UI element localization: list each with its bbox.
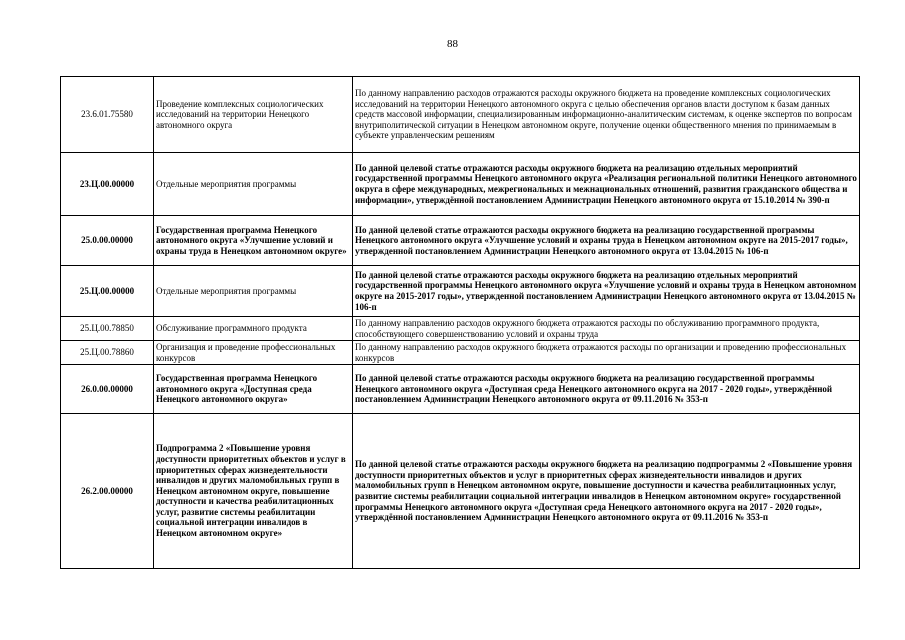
table-row (61, 266, 860, 317)
table-row (61, 414, 860, 569)
target-description: По данной целевой статье отражаются расходы окружного бюджета на реализацию отдельных мероприятий государственной программы Ненецкого автономного округа «Улучшение условий и охраны труда в Ненецком автономном округе на 2015-2017 годы», утвержденной постановлением Администрации Ненецкого автономного округа от 13.04.2015 № 106-п (353, 266, 860, 317)
target-name: Отдельные мероприятия программы (154, 266, 353, 317)
target-code: 26.2.00.00000 (61, 414, 154, 569)
target-code: 25.Ц.00.78860 (61, 341, 154, 365)
target-name: Проведение комплексных социологических исследований на территории Ненецкого автономного округа (154, 77, 353, 153)
target-name: Государственная программа Ненецкого автономного округа «Доступная среда Ненецкого автономного округа» (154, 365, 353, 414)
target-name: Обслуживание программного продукта (154, 317, 353, 341)
target-code: 25.Ц.00.78850 (61, 317, 154, 341)
target-description: По данной целевой статье отражаются расходы окружного бюджета на реализацию отдельных мероприятий государственной программы Ненецкого автономного округа «Реализация региональной политики Ненецкого автономного округа в сфере международных, межрегиональных и межнациональных отношений, развития гражданского общества и информации», утверждённой постановлением Администрации Ненецкого автономного округа от 15.10.2014 № 390-п (353, 153, 860, 216)
target-name: Подпрограмма 2 «Повышение уровня доступности приоритетных объектов и услуг в приоритетных сферах жизнедеятельности инвалидов и других маломобильных групп в Ненецком автономном округе, повышение доступности и качества реабилитационных услуг, развитие системы реабилитации социальной интеграции инвалидов в Ненецком автономном округе» (154, 414, 353, 569)
target-name: Организация и проведение профессиональных конкурсов (154, 341, 353, 365)
table-row (61, 216, 860, 266)
target-description: По данной целевой статье отражаются расходы окружного бюджета на реализацию подпрограммы 2 «Повышение уровня доступности приоритетных объектов и услуг в приоритетных сферах жизнедеятельности инвалидов и других маломобильных групп в Ненецком автономном округе, повышение доступности и качества реабилитационных услуг, развитие системы реабилитации социальной интеграции инвалидов в Ненецком автономном округе» государственной программы Ненецкого автономного округа «Доступная среда Ненецкого автономного округа на 2017 - 2020 годы», утверждённой постановлением Администрации Ненецкого автономного округа от 09.11.2016 № 353-п (353, 414, 860, 569)
table-row (61, 153, 860, 216)
target-description: По данной целевой статье отражаются расходы окружного бюджета на реализацию государственной программы Ненецкого автономного округа «Улучшение условий и охраны труда в Ненецком автономном округе на 2015-2017 годы», утвержденной постановлением Администрации Ненецкого автономного округа от 13.04.2015 № 106-п (353, 216, 860, 266)
target-name: Отдельные мероприятия программы (154, 153, 353, 216)
target-code: 23.6.01.75580 (61, 77, 154, 153)
target-code: 25.0.00.00000 (61, 216, 154, 266)
target-name: Государственная программа Ненецкого автономного округа «Улучшение условий и охраны труда в Ненецком автономном округе» (154, 216, 353, 266)
target-description: По данному направлению расходов отражаются расходы окружного бюджета на проведение комплексных социологических исследований на территории Ненецкого автономного округа с целью обеспечения органов власти доступом к базам данных средств массовой информации, специализированным информационно-аналитическим системам, к оценке экспертов по вопросам внутриполитической ситуации в Ненецком автономном округе, получение оценки общественного мнения по принимаемым в субъекте управленческим решениям (353, 77, 860, 153)
table-row (61, 77, 860, 153)
page-number: 88 (447, 38, 458, 50)
target-description: По данному направлению расходов окружного бюджета отражаются расходы по организации и проведению профессиональных конкурсов (353, 341, 860, 365)
target-description: По данному направлению расходов окружного бюджета отражаются расходы по обслуживанию программного продукта, способствующего совершенствованию условий и охраны труда (353, 317, 860, 341)
target-code: 26.0.00.00000 (61, 365, 154, 414)
table-row (61, 317, 860, 341)
target-code: 23.Ц.00.00000 (61, 153, 154, 216)
table-row (61, 365, 860, 414)
budget-classification-table (60, 76, 860, 569)
target-code: 25.Ц.00.00000 (61, 266, 154, 317)
target-description: По данной целевой статье отражаются расходы окружного бюджета на реализацию государственной программы Ненецкого автономного округа «Доступная среда Ненецкого автономного округа на 2017 - 2020 годы», утверждённой постановлением Администрации Ненецкого автономного округа от 09.11.2016 № 353-п (353, 365, 860, 414)
table-row (61, 341, 860, 365)
